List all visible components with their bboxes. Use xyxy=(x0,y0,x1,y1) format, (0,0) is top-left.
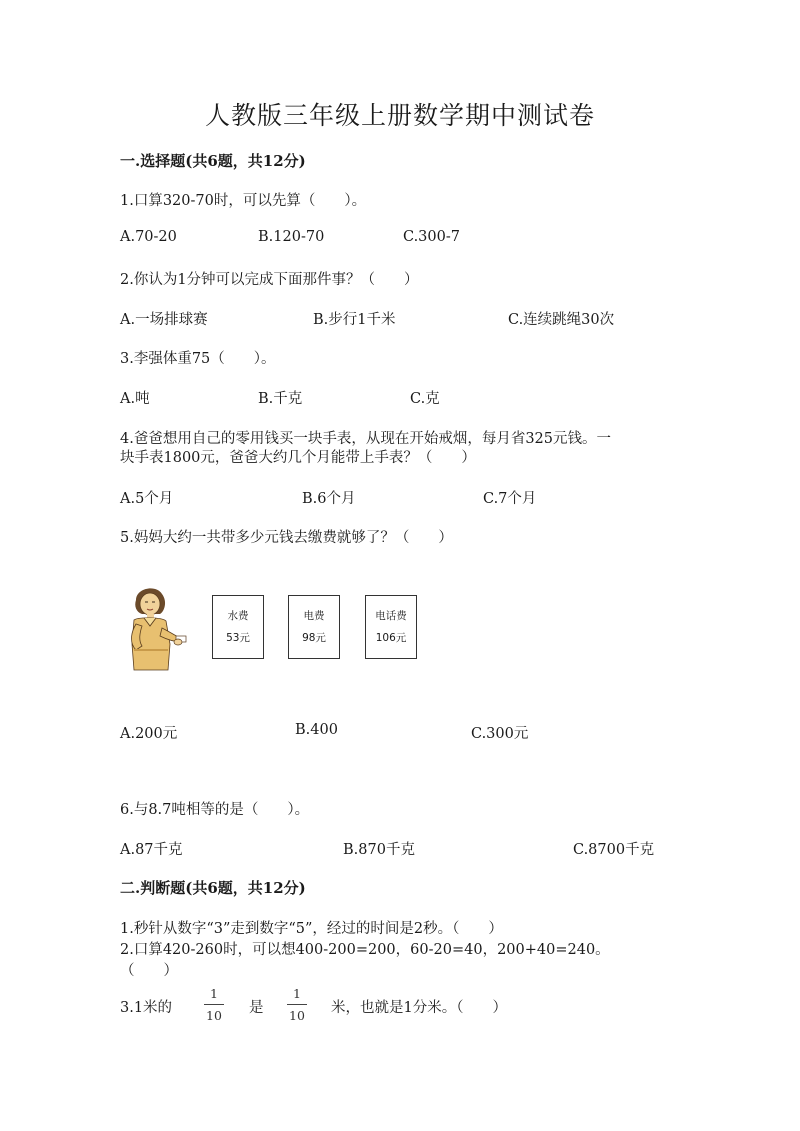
judgment-3-prefix: 3.1米的 xyxy=(120,1000,173,1016)
question-5: 5.妈妈大约一共带多少元钱去缴费就够了？（ ） xyxy=(120,530,453,546)
q5-option-c: C.300元 xyxy=(471,726,529,742)
bill-card-electricity xyxy=(288,595,340,659)
fraction-denominator: 10 xyxy=(289,1008,305,1023)
section-heading-choice: 一.选择题(共6题，共12分) xyxy=(120,152,306,170)
q5-option-b: B.400 xyxy=(295,722,338,738)
q2-option-c: C.连续跳绳30次 xyxy=(508,312,615,328)
q4-option-c: C.7个月 xyxy=(483,491,537,507)
q5-option-a: A.200元 xyxy=(120,726,178,742)
question-1: 1.口算320-70时，可以先算（ ）。 xyxy=(120,193,367,209)
bill-amount: 98元 xyxy=(302,632,326,644)
judgment-2-line-2: （ ） xyxy=(120,963,178,979)
q4-option-b: B.6个月 xyxy=(302,491,356,507)
question-2: 2.你认为1分钟可以完成下面那件事？（ ） xyxy=(120,272,419,288)
q4-option-a: A.5个月 xyxy=(120,491,174,507)
q6-option-a: A.87千克 xyxy=(120,842,183,858)
bill-label: 水费 xyxy=(227,610,249,622)
bill-label: 电话费 xyxy=(375,610,407,622)
judgment-3-suffix: 米，也就是1分米。（ ） xyxy=(331,1000,507,1016)
question-3: 3.李强体重75（ ）。 xyxy=(120,351,276,367)
fraction-bar xyxy=(204,1004,224,1005)
q1-option-c: C.300-7 xyxy=(403,229,460,245)
q3-option-a: A.吨 xyxy=(120,391,150,407)
q2-option-b: B.步行1千米 xyxy=(313,312,396,328)
q1-option-a: A.70-20 xyxy=(120,229,177,245)
woman-illustration-icon xyxy=(122,584,188,672)
q2-option-a: A.一场排球赛 xyxy=(120,312,208,328)
q6-option-c: C.8700千克 xyxy=(573,842,655,858)
fraction-numerator: 1 xyxy=(210,986,218,1001)
question-4-line-1: 4.爸爸想用自己的零用钱买一块手表，从现在开始戒烟，每月省325元钱。一 xyxy=(120,431,612,447)
fraction-one-tenth-2 xyxy=(285,986,309,1023)
q1-option-b: B.120-70 xyxy=(258,229,325,245)
q6-option-b: B.870千克 xyxy=(343,842,415,858)
bill-card-water xyxy=(212,595,264,659)
question-6: 6.与8.7吨相等的是（ ）。 xyxy=(120,802,310,818)
judgment-2-line-1: 2.口算420-260时，可以想400-200=200，60-20=40，200+40=240。 xyxy=(120,942,610,958)
judgment-3-mid: 是 xyxy=(249,1000,264,1016)
judgment-1: 1.秒针从数字“3”走到数字“5”，经过的时间是2秒。（ ） xyxy=(120,921,503,937)
bill-label: 电费 xyxy=(303,610,325,622)
section-heading-judgment: 二.判断题(共6题，共12分) xyxy=(120,879,306,897)
fraction-one-tenth xyxy=(202,986,226,1023)
fraction-numerator: 1 xyxy=(293,986,301,1001)
bill-card-phone xyxy=(365,595,417,659)
question-4-line-2: 块手表1800元，爸爸大约几个月能带上手表？（ ） xyxy=(120,450,476,466)
page-title: 人教版三年级上册数学期中测试卷 xyxy=(204,101,595,130)
q3-option-b: B.千克 xyxy=(258,391,303,407)
fraction-bar xyxy=(287,1004,307,1005)
q3-option-c: C.克 xyxy=(410,391,440,407)
bill-amount: 53元 xyxy=(226,632,250,644)
bill-amount: 106元 xyxy=(375,632,407,644)
fraction-denominator: 10 xyxy=(206,1008,222,1023)
